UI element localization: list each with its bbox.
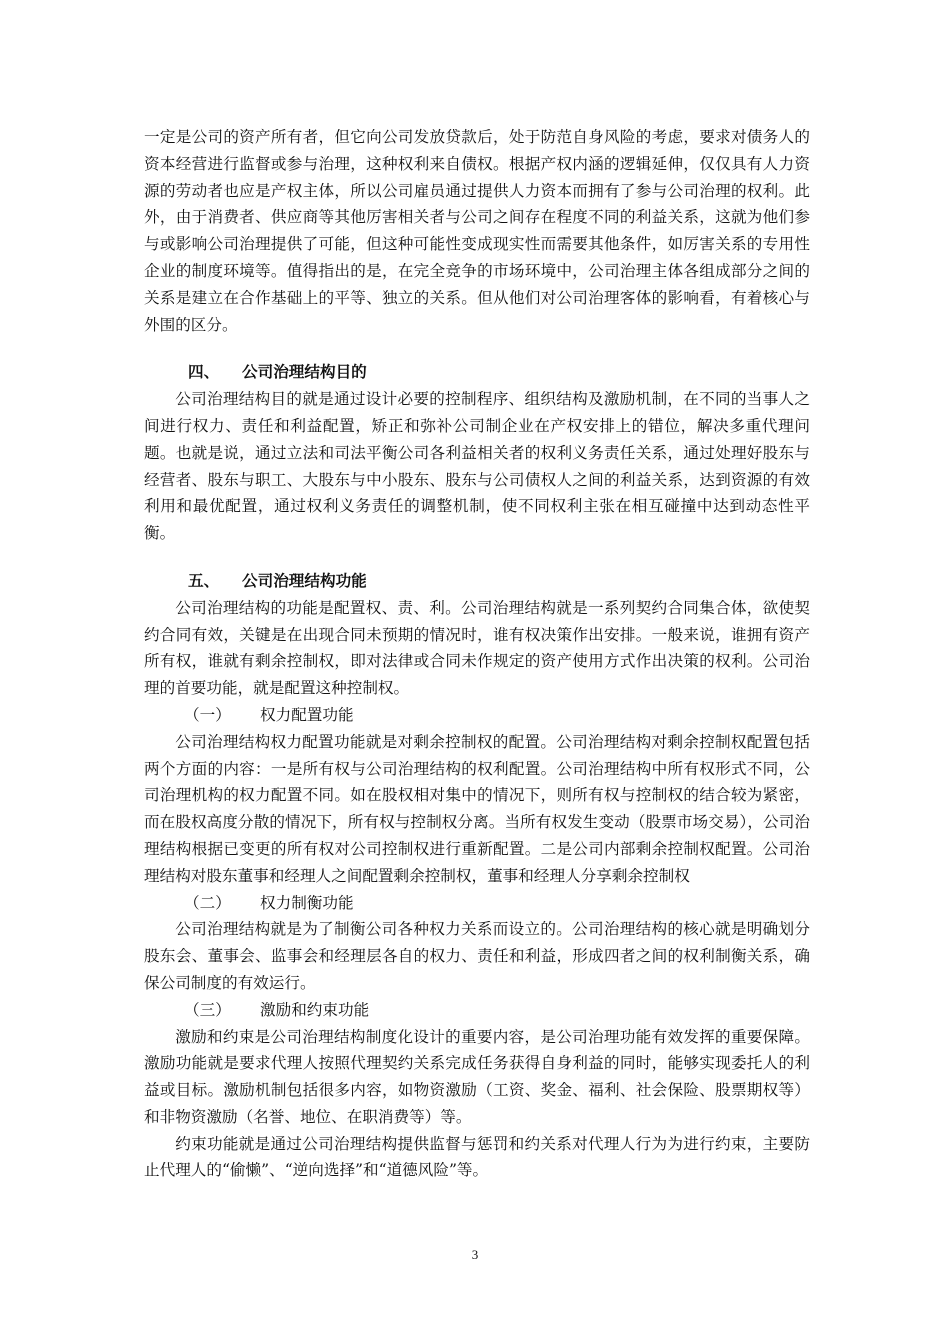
section-heading-4 <box>144 359 810 386</box>
section-number: 四、 <box>188 362 220 382</box>
section-title: 公司治理结构功能 <box>242 570 367 590</box>
intro-paragraph: 一定是公司的资产所有者，但它向公司发放贷款后，处于防范自身风险的考虑，要求对债务人的资本经营进行监督或参与治理，这种权利来自债权。根据产权内涵的逻辑延伸，仅仅具有人力资源的劳动者也应是产权主体，所以公司雇员通过提供人力资本而拥有了参与公司治理的权利。此外，由于消费者、供应商等其他厉害相关者与公司之间存在程度不同的利益关系，这就为他们参与或影响公司治理提供了可能，但这种可能性变成现实性而需要其他条件，如厉害关系的专用性企业的制度环境等。值得指出的是，在完全竞争的市场环境中，公司治理主体各组成部分之间的关系是建立在合作基础上的平等、独立的关系。但从他们对公司治理客体的影响看，有着核心与外围的区分。 <box>144 128 810 334</box>
subsection-number: （三） <box>184 1000 231 1019</box>
section-5-paragraph: 公司治理结构的功能是配置权、责、利。公司治理结构就是一系列契约合同集合体，欲使契约合同有效，关键是在出现合同未预期的情况时，谁有权决策作出安排。一般来说，谁拥有资产所有权，谁就有剩余控制权，即对法律或合同未作规定的资产使用方式作出决策的权利。公司治理的首要功能，就是配置这种控制权。 <box>144 598 810 698</box>
subsection-2-paragraph: 公司治理结构就是为了制衡公司各种权力关系而设立的。公司治理结构的核心就是明确划分股东会、董事会、监事会和经理层各自的权力、责任和利益，形成四者之间的权利制衡关系，确保公司制度的有效运行。 <box>144 920 810 992</box>
document-body <box>144 124 810 1184</box>
spacer <box>144 338 810 359</box>
subsection-title: 权力制衡功能 <box>260 893 354 912</box>
section-heading-5 <box>144 568 810 595</box>
subsection-heading-3 <box>144 997 810 1024</box>
page-number: 3 <box>471 1247 479 1262</box>
section-4-paragraph: 公司治理结构目的就是通过设计必要的控制程序、组织结构及激励机制，在不同的当事人之间进行权力、责任和利益配置，矫正和弥补公司制企业在产权安排上的错位，解决多重代理问题。也就是说，通过立法和司法平衡公司各利益相关者的权利义务责任关系，通过处理好股东与经营者、股东与职工、大股东与中小股东、股东与公司债权人之间的利益关系，达到资源的有效利用和最优配置，通过权利义务责任的调整机制，使不同权利主张在相互碰撞中达到动态性平衡。 <box>144 390 810 543</box>
subsection-1-paragraph: 公司治理结构权力配置功能就是对剩余控制权的配置。公司治理结构对剩余控制权配置包括两个方面的内容：一是所有权与公司治理结构的权利配置。公司治理结构中所有权形式不同，公司治理机构的权力配置不同。如在股权相对集中的情况下，则所有权与控制权的结合较为紧密，而在股权高度分散的情况下，所有权与控制权分离。当所有权发生变动（股票市场交易），公司治理结构根据已变更的所有权对公司控制权进行重新配置。二是公司内部剩余控制权配置。公司治理结构对股东董事和经理人之间配置剩余控制权，董事和经理人分享剩余控制权 <box>144 732 810 885</box>
subsection-3-paragraph-2: 约束功能就是通过公司治理结构提供监督与惩罚和约关系对代理人行为为进行约束，主要防止代理人的“偷懒”、“逆向选择”和“道德风险”等。 <box>144 1134 810 1180</box>
subsection-3-paragraph-1: 激励和约束是公司治理结构制度化设计的重要内容，是公司治理功能有效发挥的重要保障。激励功能就是要求代理人按照代理契约关系完成任务获得自身利益的同时，能够实现委托人的利益或目标。激励机制包括很多内容，如物资激励（工资、奖金、福利、社会保险、股票期权等）和非物资激励（名誉、地位、在职消费等）等。 <box>144 1027 810 1126</box>
section-number: 五、 <box>188 570 220 590</box>
subsection-heading-1 <box>144 702 810 729</box>
subsection-number: （二） <box>184 893 231 912</box>
subsection-title: 权力配置功能 <box>260 705 354 724</box>
subsection-heading-2 <box>144 890 810 917</box>
subsection-number: （一） <box>184 705 231 724</box>
spacer <box>144 547 810 568</box>
subsection-title: 激励和约束功能 <box>260 1000 370 1019</box>
section-title: 公司治理结构目的 <box>242 362 367 382</box>
